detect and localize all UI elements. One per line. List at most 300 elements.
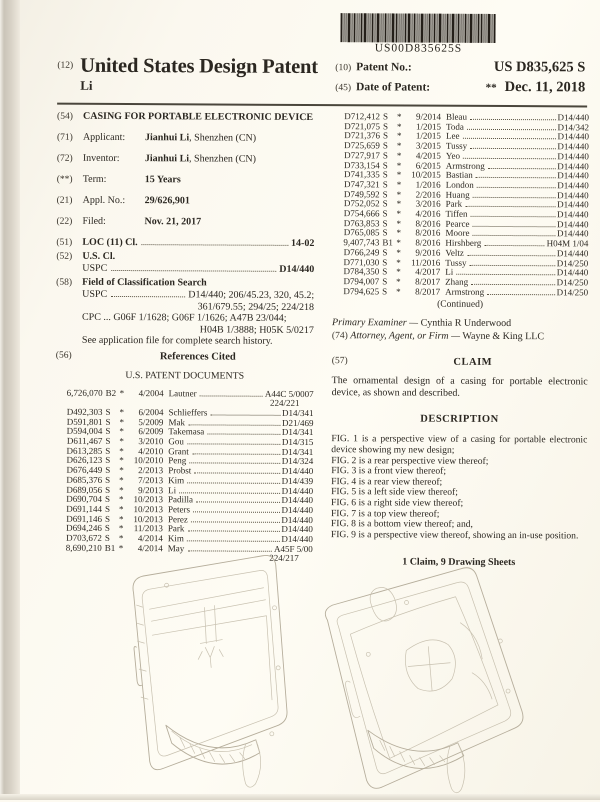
dot-leader	[470, 148, 555, 149]
field-of-search: (58) Field of Classification Search USPC D14/440; 206/45.23, 320, 45.2; 361/679.55; 294/25; 224/218 CPC ... G06F 1/1628; G06F 1/1626; A47B 23/044; H04B 1/3888; H05K 5/0217 See application file for complete search history.	[56, 276, 315, 347]
attorney-agent-firm: (74) Attorney, Agent, or Firm — Wayne & King LLC	[331, 330, 545, 343]
ref-star: *	[119, 474, 124, 485]
barcode-bar	[402, 13, 403, 42]
barcode-bar	[416, 14, 417, 43]
ref-name: Padilla	[168, 494, 194, 505]
claims-sheets-note: 1 Claim, 9 Drawing Sheets	[402, 556, 516, 569]
barcode-bar	[374, 13, 375, 42]
inventor-surname: Li	[80, 77, 93, 93]
barcode-bar	[369, 13, 370, 42]
dot-leader	[472, 226, 555, 227]
figure-description-line: FIG. 8 is a bottom view thereof; and,	[330, 518, 473, 530]
ref-star: *	[396, 121, 402, 132]
ref-star: *	[396, 218, 402, 229]
ref-name: Veltz	[445, 247, 464, 258]
dot-leader	[142, 244, 288, 246]
ref-kind: S	[382, 159, 388, 170]
dot-leader	[207, 434, 280, 435]
dot-leader	[179, 492, 280, 494]
scan-bottom-edge	[0, 794, 600, 800]
ref-date: 9/2016	[415, 247, 441, 258]
ref-class: D14/440	[281, 465, 314, 477]
patent-ref-row	[332, 287, 588, 298]
dot-leader	[194, 473, 279, 474]
ref-kind: S	[105, 426, 111, 437]
ref-num: D676,449	[66, 464, 103, 476]
barcode-bar	[418, 14, 419, 43]
applicant-row: (71) Applicant: Jianhui Li, Shenzhen (CN)	[56, 131, 257, 144]
ref-name: Park	[445, 199, 463, 210]
ref-star: *	[396, 140, 402, 151]
ref-class-continuation: 224/221	[270, 397, 300, 409]
barcode-bar	[367, 13, 368, 42]
dot-leader	[471, 284, 555, 285]
ref-class: D14/440	[557, 151, 589, 162]
us-class-row: (52) U.S. Cl. USPC D14/440	[56, 250, 315, 276]
ref-num: D749,592	[343, 188, 380, 199]
dot-leader	[462, 138, 555, 139]
primary-examiner: Primary Examiner — Cynthia R Underwood	[331, 317, 512, 330]
ref-star: *	[119, 426, 124, 437]
figure-drawing-right	[309, 562, 570, 801]
ref-class: D14/440	[557, 112, 590, 123]
ref-name: Tussy	[445, 140, 468, 151]
ref-name: Armstrong	[445, 160, 485, 171]
ref-name: Tussy	[445, 257, 467, 268]
patent-references-right	[332, 112, 589, 298]
ref-name: Mak	[168, 416, 185, 427]
ref-class: D14/250	[556, 286, 589, 298]
ref-name: Gou	[168, 436, 184, 447]
dot-leader	[467, 255, 555, 256]
ref-kind: S	[382, 286, 388, 297]
ref-name: Huang	[445, 189, 470, 200]
ref-star: *	[119, 494, 124, 505]
ref-kind: S	[382, 150, 388, 161]
barcode-bar	[442, 14, 443, 43]
barcode-bar	[404, 13, 406, 42]
ref-date: 8/2016	[415, 218, 441, 229]
barcode-bar	[431, 14, 432, 43]
left-column	[55, 111, 315, 568]
ref-kind: S	[382, 130, 389, 141]
date-label: Date of Patent:	[356, 81, 431, 94]
ref-num: D694,246	[66, 523, 102, 534]
ref-num: D771,030	[343, 256, 380, 267]
ref-date: 1/2015	[415, 130, 441, 142]
barcode-bar	[446, 14, 448, 43]
dot-leader	[111, 270, 276, 272]
figure-description-line: FIG. 3 is a front view thereof;	[331, 465, 447, 477]
barcode-bar	[363, 13, 366, 42]
ref-num: D721,075	[344, 120, 381, 132]
ref-class: D14/440	[556, 267, 589, 278]
barcode-bar	[483, 14, 484, 43]
ref-star: *	[119, 455, 124, 466]
ref-name: Lautner	[168, 387, 197, 398]
ref-star: *	[396, 266, 401, 277]
figure-description-line: FIG. 7 is a top view thereof;	[330, 507, 440, 520]
barcode-bar	[428, 14, 430, 43]
ref-date: 4/2017	[415, 266, 441, 277]
ref-date: 10/2013	[133, 504, 164, 515]
ref-class: D14/440	[557, 131, 589, 142]
figure-drawing-left	[105, 543, 313, 798]
barcode-bar	[436, 14, 437, 43]
ref-num: 9,407,743	[343, 237, 380, 248]
barcode-bar	[376, 13, 379, 42]
ref-date: 3/2016	[415, 198, 441, 210]
ref-kind: S	[104, 532, 110, 544]
claim-heading: (57) CLAIM	[331, 356, 493, 369]
ref-num: D752,052	[343, 198, 380, 209]
ref-star: *	[396, 150, 402, 161]
ref-class-continuation: 224/217	[269, 553, 299, 564]
barcode-bar	[389, 13, 390, 42]
ref-kind: S	[382, 198, 388, 209]
ref-kind: S	[382, 256, 388, 267]
barcode-bar	[457, 14, 459, 43]
references-cited-heading: (56) References Cited	[55, 350, 236, 363]
ref-name: Peters	[167, 504, 191, 515]
dot-leader	[187, 531, 279, 532]
ref-class: D14/341	[281, 446, 314, 457]
loc-class-row: (51) LOC (11) Cl. 14-02	[56, 236, 315, 250]
ref-class: D14/440	[556, 248, 589, 259]
ref-class: D14/341	[281, 427, 314, 438]
figure-description-line: FIG. 4 is a rear view thereof;	[331, 475, 443, 488]
dot-leader	[191, 521, 280, 522]
ref-class: D14/440	[281, 495, 314, 506]
ref-star: *	[396, 227, 401, 238]
ref-star: *	[119, 445, 124, 456]
ref-kind: S	[382, 247, 388, 258]
ref-num: D721,376	[344, 130, 380, 141]
barcode-bar	[480, 14, 482, 43]
ref-name: Tiffen	[445, 208, 468, 219]
ref-name: Li	[445, 266, 454, 277]
barcode-bar	[411, 14, 412, 43]
date-prefix: **	[485, 81, 497, 94]
barcode-bar	[353, 13, 355, 42]
barcode-bar	[420, 14, 423, 43]
ref-kind: S	[104, 503, 111, 514]
ref-date: 1/2015	[415, 121, 442, 132]
dot-leader	[470, 119, 556, 120]
ref-kind: S	[105, 484, 111, 495]
ref-kind: S	[104, 523, 110, 534]
ref-date: 2/2016	[415, 189, 441, 200]
ref-name: Perez	[167, 513, 188, 525]
ref-class: D14/324	[281, 456, 314, 467]
date-code: (45)	[335, 83, 352, 94]
barcode-bar	[382, 13, 383, 42]
ref-kind: S	[105, 494, 111, 505]
dot-leader	[193, 511, 280, 512]
ref-num: D712,412	[344, 111, 381, 122]
ref-star: *	[118, 513, 124, 524]
ref-date: 4/2004	[138, 387, 164, 398]
ref-num: D594,004	[66, 426, 103, 437]
ref-date: 5/2009	[138, 416, 164, 427]
ref-star: *	[396, 189, 402, 200]
ref-class: D14/440	[557, 189, 589, 201]
ref-num: D747,321	[343, 179, 380, 190]
ref-star: *	[396, 276, 401, 287]
ref-class: D14/440	[557, 160, 589, 171]
ref-star: *	[396, 256, 401, 268]
ref-num: D725,659	[344, 140, 380, 151]
barcode-bar	[371, 13, 373, 42]
ref-num: D733,154	[344, 159, 380, 170]
barcode-bars	[293, 13, 543, 43]
ref-kind: S	[105, 435, 111, 446]
ref-date: 4/2010	[138, 445, 164, 456]
ref-date: 6/2015	[415, 160, 441, 171]
barcode-bar	[438, 14, 441, 43]
ref-num: D691,144	[66, 503, 103, 514]
patent-number-row	[335, 58, 585, 76]
ref-class: D14/250	[556, 257, 589, 269]
ref-date: 4/2015	[415, 150, 441, 161]
ref-num: D703,672	[66, 532, 102, 543]
ref-class: D14/440	[281, 524, 313, 535]
ref-num: D763,853	[343, 217, 380, 229]
ref-num: D691,146	[66, 513, 102, 524]
ref-num: D492,303	[66, 406, 103, 417]
ref-star: *	[396, 130, 402, 141]
ref-star: *	[397, 111, 402, 122]
ref-date: 9/2014	[416, 111, 442, 122]
patent-header	[57, 55, 585, 100]
ref-date: 7/2013	[138, 474, 164, 486]
ref-num: D591,801	[66, 416, 103, 427]
ref-kind: S	[105, 445, 111, 456]
ref-name: Zhang	[445, 276, 469, 287]
ref-name: Moore	[445, 228, 470, 239]
ref-name: Probst	[168, 465, 192, 476]
ref-kind: S	[104, 513, 110, 524]
ref-date: 10/2010	[133, 455, 164, 466]
barcode-bar	[464, 14, 466, 43]
ref-kind: S	[382, 179, 388, 190]
search-history-note: See application file for complete search history.	[81, 334, 273, 347]
ref-kind: S	[105, 465, 111, 476]
dot-leader	[196, 502, 280, 503]
figure-description-line: FIG. 2 is a rear perspective view thereof;	[331, 454, 489, 467]
barcode-bar	[475, 14, 476, 43]
barcode-bar	[449, 14, 450, 43]
ref-star: *	[396, 237, 401, 248]
ref-star: *	[118, 542, 124, 553]
barcode-bar	[473, 14, 474, 43]
ref-name: London	[445, 179, 474, 190]
ref-star: *	[118, 533, 124, 544]
patent-date-row	[335, 78, 585, 96]
barcode-bar	[358, 13, 359, 42]
ref-name: Bleau	[446, 111, 468, 122]
ref-kind: S	[382, 218, 388, 229]
ref-num: D689,056	[66, 484, 103, 495]
dot-leader	[465, 206, 555, 207]
dot-leader	[456, 274, 555, 276]
ref-class: D14/440	[557, 180, 589, 191]
barcode-bar	[398, 13, 399, 42]
date-value: Dec. 11, 2018	[504, 79, 586, 96]
ref-name: Park	[167, 523, 185, 534]
ref-class: D14/250	[556, 277, 589, 288]
figure-descriptions	[331, 434, 588, 541]
ref-star: *	[119, 387, 125, 398]
application-number-row: (21) Appl. No.: 29/626,901	[56, 194, 190, 207]
ref-name: Peng	[168, 455, 187, 466]
ref-num: D784,350	[343, 266, 380, 277]
header-rule	[57, 103, 587, 108]
ref-name: Bastian	[445, 169, 473, 181]
barcode-bar	[413, 14, 415, 43]
patent-references-left	[55, 388, 314, 564]
dot-leader	[477, 187, 556, 188]
ref-date: 4/2014	[137, 542, 163, 553]
barcode-bar	[387, 13, 388, 42]
barcode-bar	[493, 14, 495, 43]
ref-num: D611,467	[66, 435, 103, 446]
ref-star: *	[119, 416, 124, 427]
ref-name: Kim	[168, 475, 185, 486]
ref-date: 2/2013	[138, 465, 164, 476]
ref-class: D14/440	[557, 141, 589, 152]
ref-class: D21/469	[281, 417, 314, 428]
ref-kind: B1	[382, 237, 393, 248]
ref-date: 1/2016	[415, 179, 441, 190]
patent-title: United States Design Patent	[80, 54, 318, 79]
ref-class: D14/440	[281, 504, 314, 515]
ref-class: H04M 1/04	[546, 238, 589, 249]
ref-star: *	[396, 198, 402, 209]
ref-name: Li	[168, 484, 177, 495]
patent-no-label: Patent No.:	[356, 61, 412, 74]
ref-kind: S	[382, 266, 388, 277]
ref-star: *	[396, 247, 401, 258]
ref-name: Lee	[445, 131, 460, 142]
ref-num: D690,704	[66, 493, 103, 505]
dot-leader	[111, 296, 185, 297]
dot-leader	[467, 129, 556, 130]
ref-name: May	[167, 543, 185, 554]
dot-leader	[473, 196, 556, 197]
ref-star: *	[396, 159, 402, 170]
ref-num: D794,625	[343, 285, 380, 297]
ref-star: *	[396, 179, 402, 190]
ref-class: D14/440	[281, 514, 313, 525]
dot-leader	[484, 245, 544, 246]
ref-num: D794,007	[343, 276, 380, 287]
barcode-bar	[356, 13, 357, 42]
ref-kind: S	[382, 227, 388, 238]
ref-star: *	[118, 503, 124, 514]
barcode-bar	[351, 13, 352, 42]
ref-star: *	[119, 484, 124, 495]
us-patent-documents-heading: U.S. PATENT DOCUMENTS	[125, 369, 245, 382]
ref-name: Grant	[168, 445, 189, 457]
ref-star: *	[119, 406, 125, 417]
dot-leader	[187, 443, 280, 444]
term-row: (**) Term: 15 Years	[56, 173, 181, 186]
barcode-bar	[491, 14, 492, 43]
barcode-bar	[391, 13, 394, 42]
barcode-bar	[395, 13, 397, 42]
ref-date: 6/2009	[138, 426, 164, 437]
barcode-bar	[485, 14, 486, 43]
dot-leader	[188, 424, 280, 425]
ref-star: *	[396, 286, 401, 297]
figure-description-line: FIG. 6 is a right side view thereof;	[331, 497, 464, 509]
ref-kind: S	[105, 416, 111, 427]
ref-date: 3/2010	[138, 436, 164, 447]
ref-date: 11/2013	[133, 523, 163, 534]
dot-leader	[469, 264, 554, 265]
dot-leader	[488, 167, 556, 168]
barcode-bar	[469, 14, 472, 43]
ref-kind: S	[382, 208, 388, 219]
patent-no-value: US D835,625 S	[493, 58, 586, 76]
barcode-bar	[455, 14, 456, 43]
ref-name: Armstrong	[445, 286, 485, 297]
ref-kind: S	[105, 406, 111, 417]
ref-class: D14/440	[281, 533, 313, 545]
barcode-bar	[451, 14, 454, 43]
barcode-bar	[477, 14, 479, 43]
barcode-bar	[340, 13, 342, 42]
ref-class: D14/440	[557, 170, 589, 181]
ref-date: 10/2013	[133, 494, 164, 505]
patent-no-code: (10)	[335, 63, 352, 74]
ref-num: D741,335	[343, 169, 380, 180]
dot-leader	[187, 540, 279, 541]
dot-leader	[472, 235, 555, 236]
barcode-bar	[426, 14, 427, 43]
ref-date: 9/2013	[138, 484, 164, 495]
dot-leader	[192, 453, 280, 454]
continued-note: (Continued)	[437, 300, 484, 311]
ref-name: Pearce	[445, 218, 470, 229]
invention-title: (54) CASING FOR PORTABLE ELECTRONIC DEVICE	[57, 110, 314, 124]
dot-leader	[463, 158, 555, 159]
dot-leader	[200, 395, 263, 396]
barcode-bar	[343, 13, 344, 42]
ref-num: D754,666	[343, 208, 380, 219]
ref-date: 4/2014	[137, 533, 163, 544]
claim-text: The ornamental design of a casing for portable electronic device, as shown and described.	[331, 375, 588, 400]
ref-date: 11/2016	[411, 257, 441, 268]
figure-description-line: FIG. 5 is a left side view thereof;	[331, 486, 458, 499]
ref-class: D14/342	[557, 121, 590, 133]
dot-leader	[189, 463, 280, 464]
ref-class: D14/440	[557, 199, 589, 210]
ref-kind: S	[382, 140, 388, 151]
barcode-bar	[487, 14, 490, 43]
ref-name: Kim	[167, 533, 184, 544]
kind-code: (12)	[57, 60, 74, 71]
ref-date: 8/2016	[415, 237, 441, 248]
ref-num: D613,285	[66, 445, 103, 456]
barcode-bar	[347, 13, 350, 42]
barcode-bar	[360, 13, 362, 42]
filed-row: (22) Filed: Nov. 21, 2017	[56, 215, 202, 228]
ref-num: 8,690,210	[65, 542, 102, 553]
ref-date: 8/2016	[415, 227, 441, 239]
ref-name: Toda	[445, 121, 464, 132]
